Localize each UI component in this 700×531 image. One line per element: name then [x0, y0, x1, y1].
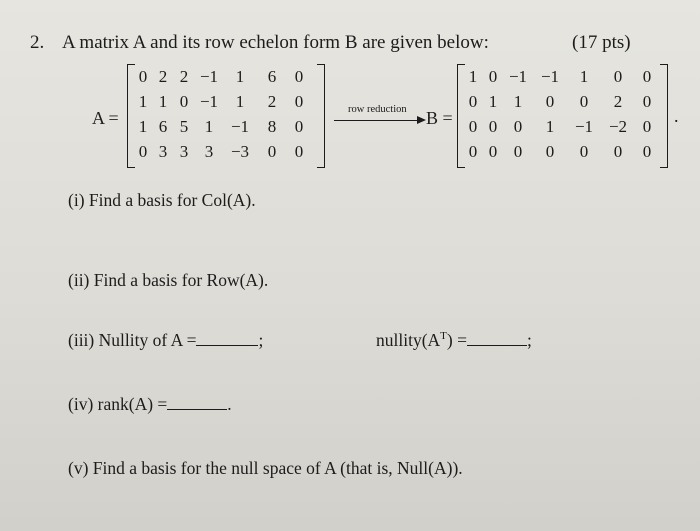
part-i: (i) Find a basis for Col(A).: [68, 190, 256, 210]
matrix-a-entry: 1: [138, 92, 148, 111]
nullity-a-answer-blank[interactable]: [196, 345, 258, 346]
nullity-at-equals: ) =: [446, 330, 467, 350]
matrix-b-entry: 0: [642, 92, 652, 111]
matrix-b-entry: 0: [642, 67, 652, 86]
matrix-a-entry: 1: [235, 92, 245, 111]
matrix-a-entry: 2: [158, 67, 168, 86]
nullity-at-label: nullity(A: [376, 330, 441, 350]
matrix-b-entry: −2: [608, 117, 628, 136]
matrix-a-entry: 0: [294, 67, 304, 86]
matrix-b-entry: −1: [574, 117, 594, 136]
points-label: (17 pts): [572, 32, 631, 53]
matrix-b-entry: 0: [513, 142, 523, 161]
matrix-b-entry: 0: [545, 142, 555, 161]
matrix-b-entry: 1: [513, 92, 523, 111]
part-iv-period: .: [227, 394, 232, 414]
row-reduction-label: row reduction: [348, 104, 407, 115]
matrix-a-entry: 0: [138, 67, 148, 86]
matrix-b-entry: 0: [579, 92, 589, 111]
rank-answer-blank[interactable]: [167, 409, 227, 410]
matrix-a: [133, 64, 311, 164]
row-reduction-arrow: [334, 120, 418, 121]
matrix-b-right-bracket: [660, 64, 668, 168]
matrix-a-entry: 1: [235, 67, 245, 86]
matrix-b-entry: −1: [508, 67, 528, 86]
matrix-a-entry: 0: [294, 142, 304, 161]
part-iv: [68, 394, 232, 415]
matrix-b-entry: 2: [613, 92, 623, 111]
arrow-head-icon: [417, 116, 426, 124]
nullity-at: [376, 330, 532, 351]
matrix-a-right-bracket: [317, 64, 325, 168]
matrix-a-entry: 8: [267, 117, 277, 136]
matrix-a-entry: 0: [294, 117, 304, 136]
matrix-a-entry: 0: [294, 92, 304, 111]
matrix-b-entry: 0: [613, 67, 623, 86]
matrix-b-entry: 0: [579, 142, 589, 161]
matrix-b-entry: 0: [488, 67, 498, 86]
transpose-superscript: T: [440, 330, 447, 343]
matrix-b-period: .: [674, 106, 679, 126]
part-iii-label: (iii) Nullity of A =: [68, 330, 197, 350]
matrix-a-entry: 0: [267, 142, 277, 161]
matrix-a-entry: 3: [179, 142, 189, 161]
matrix-b-entry: 1: [545, 117, 555, 136]
matrix-b-entry: 0: [613, 142, 623, 161]
matrix-a-entry: 3: [158, 142, 168, 161]
matrix-b-entry: −1: [540, 67, 560, 86]
matrix-b-entry: 0: [488, 117, 498, 136]
part-iii-semicolon: ;: [258, 330, 264, 350]
matrix-b-entry: 0: [642, 142, 652, 161]
matrix-b-entry: 0: [468, 142, 478, 161]
matrix-a-entry: 0: [179, 92, 189, 111]
matrix-a-entry: 6: [158, 117, 168, 136]
matrix-a-entry: 3: [204, 142, 214, 161]
part-iii: [68, 330, 263, 351]
matrix-b-entry: 0: [513, 117, 523, 136]
matrix-a-entry: −1: [230, 117, 250, 136]
matrix-b-entry: 0: [642, 117, 652, 136]
matrix-b-entry: 1: [468, 67, 478, 86]
matrix-b: [463, 64, 659, 164]
question-text: A matrix A and its row echelon form B are given below:: [62, 32, 489, 53]
matrix-b-entry: 1: [579, 67, 589, 86]
matrix-a-entry: 6: [267, 67, 277, 86]
matrix-a-entry: 1: [204, 117, 214, 136]
part-iv-label: (iv) rank(A) =: [68, 394, 168, 414]
matrix-a-label: A =: [92, 108, 119, 128]
matrix-b-entry: 0: [488, 142, 498, 161]
matrix-b-entry: 0: [468, 92, 478, 111]
part-ii: (ii) Find a basis for Row(A).: [68, 270, 269, 290]
matrix-a-entry: −1: [199, 92, 219, 111]
matrix-a-entry: 0: [138, 142, 148, 161]
matrix-a-entry: 1: [138, 117, 148, 136]
matrix-a-entry: 5: [179, 117, 189, 136]
matrix-a-entry: −1: [199, 67, 219, 86]
matrix-b-entry: 0: [545, 92, 555, 111]
matrix-b-entry: 0: [468, 117, 478, 136]
matrix-a-entry: 2: [179, 67, 189, 86]
nullity-at-answer-blank[interactable]: [467, 345, 527, 346]
nullity-at-semicolon: ;: [526, 330, 532, 350]
matrix-a-entry: −3: [230, 142, 250, 161]
matrix-b-label: B =: [426, 108, 453, 128]
matrix-b-entry: 1: [488, 92, 498, 111]
question-number: 2.: [30, 32, 45, 53]
part-v: (v) Find a basis for the null space of A (that is, Null(A)).: [68, 458, 463, 478]
matrix-a-entry: 1: [158, 92, 168, 111]
matrix-a-entry: 2: [267, 92, 277, 111]
